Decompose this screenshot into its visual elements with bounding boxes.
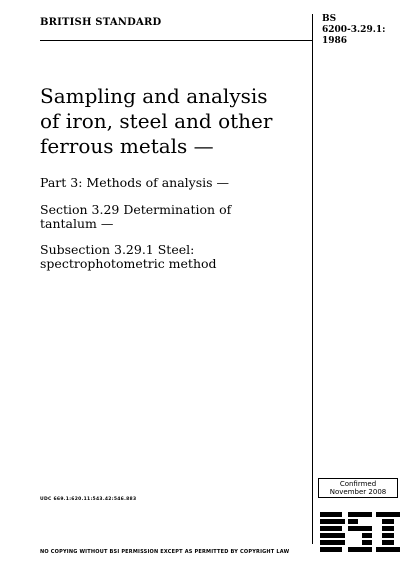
vertical-divider bbox=[312, 14, 313, 544]
subsection-line: spectrophotometric method bbox=[40, 256, 217, 271]
doc-number-line: 6200-3.29.1: bbox=[322, 25, 386, 35]
document-number bbox=[322, 14, 402, 47]
document-title bbox=[40, 84, 310, 159]
section-line: Section 3.29 Determination of bbox=[40, 202, 232, 217]
part-heading: Part 3: Methods of analysis — bbox=[40, 175, 230, 190]
udc-code: UDC 669.1:620.11:543.42:546.883 bbox=[40, 497, 137, 502]
copyright-notice: NO COPYING WITHOUT BSI PERMISSION EXCEPT AS PERMITTED BY COPYRIGHT LAW bbox=[40, 549, 290, 555]
title-line: Sampling and analysis bbox=[40, 84, 268, 108]
section-line: tantalum — bbox=[40, 216, 114, 231]
subsection-line: Subsection 3.29.1 Steel: bbox=[40, 242, 195, 257]
title-line: of iron, steel and other bbox=[40, 109, 273, 133]
title-line: ferrous metals — bbox=[40, 134, 214, 158]
doc-number-line: BS bbox=[322, 14, 337, 24]
doc-number-line: 1986 bbox=[322, 36, 348, 46]
confirmed-label: Confirmed bbox=[339, 480, 377, 488]
publisher-label: BRITISH STANDARD bbox=[40, 17, 162, 28]
confirmed-stamp bbox=[318, 478, 398, 498]
subsection-heading bbox=[40, 243, 310, 271]
header-rule bbox=[40, 40, 312, 41]
section-heading bbox=[40, 203, 310, 231]
confirmed-date: November 2008 bbox=[329, 488, 387, 496]
bsi-logo-icon bbox=[318, 510, 402, 556]
